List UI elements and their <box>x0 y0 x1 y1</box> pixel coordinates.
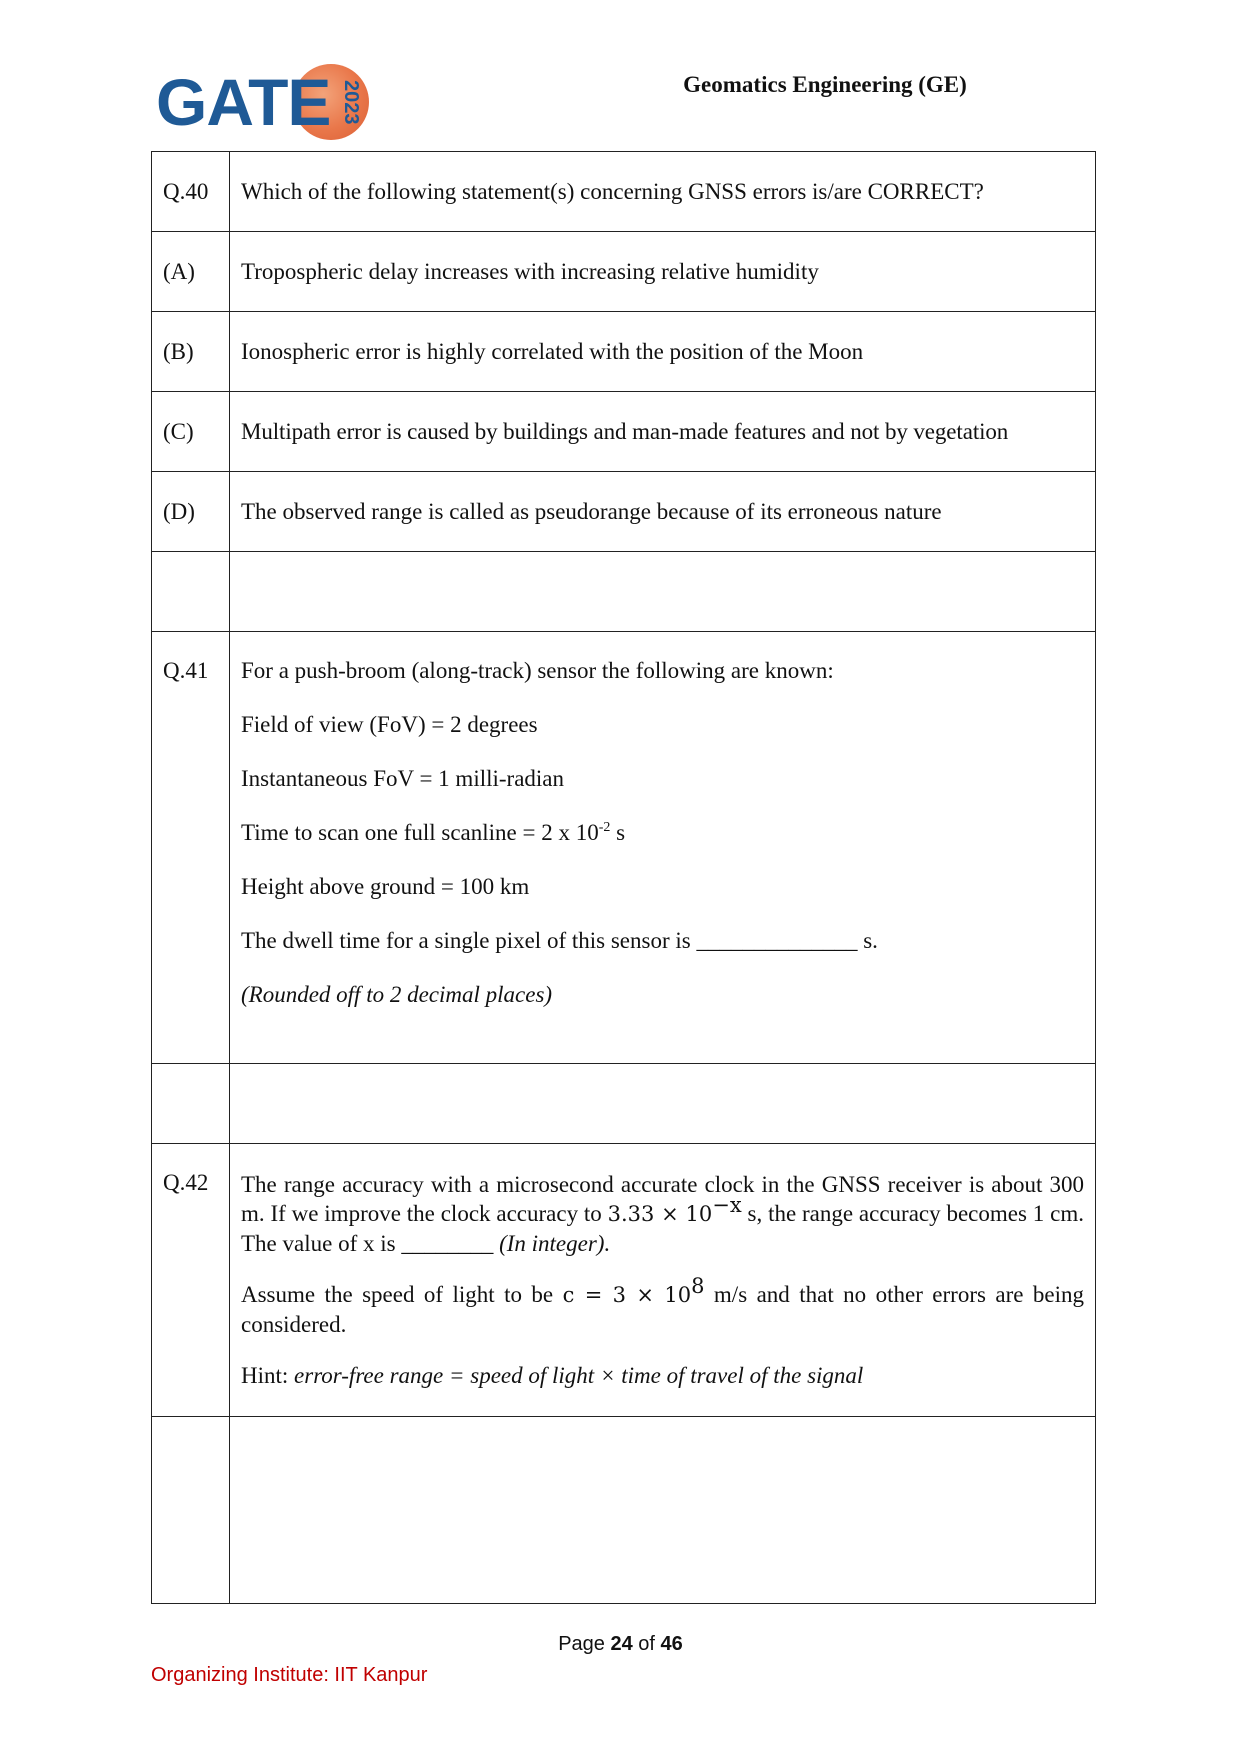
q42-paragraph-1 <box>241 1170 1084 1258</box>
q42-p1-note: (In integer). <box>499 1231 611 1256</box>
q41-fov: Field of view (FoV) = 2 degrees <box>241 712 538 737</box>
q41-dwell: The dwell time for a single pixel of this sensor is ______________ s. <box>241 928 878 953</box>
option-text: Ionospheric error is highly correlated with the position of the Moon <box>230 312 1096 392</box>
q42-row <box>152 1144 1096 1417</box>
q40-option-b <box>152 312 1096 392</box>
option-text: Tropospheric delay increases with increasing relative humidity <box>230 232 1096 312</box>
logo-text: GATE <box>156 65 331 139</box>
scan-prefix: Time to scan one full scanline = 2 x 10 <box>241 820 599 845</box>
q42-p2-b: m/s and that no other errors are being considered. <box>241 1282 1084 1337</box>
q41-row <box>152 632 1096 1064</box>
option-label: (B) <box>152 312 230 392</box>
option-text: Multipath error is caused by buildings and man-made features and not by vegetation <box>230 392 1096 472</box>
organizing-institute: Organizing Institute: IIT Kanpur <box>151 1664 428 1686</box>
q41-height: Height above ground = 100 km <box>241 874 530 899</box>
q41-body <box>230 632 1096 1064</box>
page-word: Page <box>558 1633 605 1655</box>
option-text: The observed range is called as pseudorange because of its erroneous nature <box>230 472 1096 552</box>
q42-p1-b: s, the range accuracy becomes 1 cm. The value of x is ________ <box>241 1201 1084 1256</box>
q42-paragraph-2 <box>241 1274 1084 1339</box>
scan-suffix: s <box>610 820 626 845</box>
q40-row <box>152 152 1096 232</box>
q42-p1-math: 3.33 × 10 <box>607 1202 713 1226</box>
gate-logo <box>156 60 366 144</box>
q41-number: Q.41 <box>152 632 230 1064</box>
subject-title: Geomatics Engineering (GE) <box>683 72 967 97</box>
q42-p1-exp: −x <box>712 1193 742 1217</box>
option-label: (A) <box>152 232 230 312</box>
q42-p2-exp: 8 <box>691 1274 705 1298</box>
q42-body <box>230 1144 1096 1417</box>
q40-question: Which of the following statement(s) concerning GNSS errors is/are CORRECT? <box>230 152 1096 232</box>
scan-exponent: -2 <box>598 820 611 835</box>
blank-row <box>152 1417 1096 1604</box>
q42-p2-math: c = 3 × 10 <box>562 1283 692 1307</box>
blank-row <box>152 552 1096 632</box>
page-number <box>0 1633 1241 1656</box>
hint-text: error-free range = speed of light × time of travel of the signal <box>294 1363 864 1388</box>
q41-intro: For a push-broom (along-track) sensor the following are known: <box>241 658 834 683</box>
page-current: 24 <box>610 1633 633 1655</box>
q42-p1-a: The range accuracy with a microsecond accurate clock in the GNSS receiver is about 300 m. If we improve the clock accuracy to <box>241 1172 1084 1226</box>
q40-option-c <box>152 392 1096 472</box>
hint-label: Hint: <box>241 1363 295 1388</box>
q40-option-d <box>152 472 1096 552</box>
q41-note <box>241 982 1084 1008</box>
q40-option-a <box>152 232 1096 312</box>
of-word: of <box>638 1633 655 1655</box>
q41-ifov: Instantaneous FoV = 1 milli-radian <box>241 766 564 791</box>
q42-number: Q.42 <box>152 1144 230 1417</box>
option-label: (D) <box>152 472 230 552</box>
page-total: 46 <box>660 1633 683 1655</box>
q42-p2-a: Assume the speed of light to be <box>241 1282 563 1307</box>
q40-number: Q.40 <box>152 152 230 232</box>
logo-year: 2023 <box>340 79 362 125</box>
q42-hint <box>241 1361 1084 1390</box>
option-label: (C) <box>152 392 230 472</box>
q41-scan-time <box>241 820 1084 846</box>
question-table <box>151 151 1096 1604</box>
q41-note-text: (Rounded off to 2 decimal places) <box>241 982 553 1007</box>
blank-row <box>152 1064 1096 1144</box>
